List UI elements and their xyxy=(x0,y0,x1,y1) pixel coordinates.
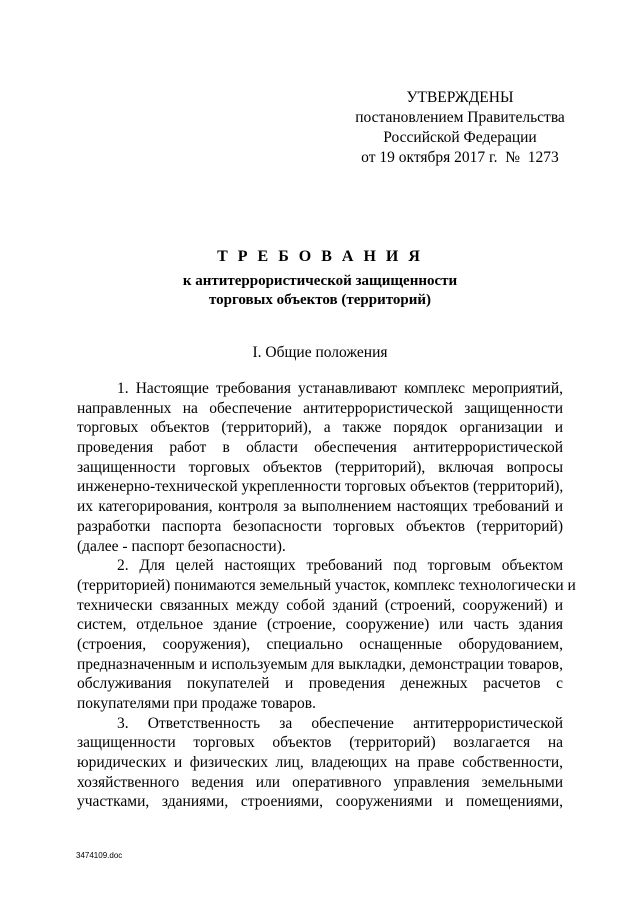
footer-filename: 3474109.doc xyxy=(76,851,123,860)
approval-line: постановлением Правительства xyxy=(355,109,565,126)
text-line: систем, отдельное здание (строение, сооружение) или часть здания xyxy=(77,616,563,634)
paragraph xyxy=(77,714,563,812)
text-line: (далее - паспорт безопасности). xyxy=(77,537,286,555)
section-heading: I. Общие положения xyxy=(252,344,388,361)
text-line: защищенности торговых объектов (территорий) возлагается на xyxy=(77,734,563,752)
text-line: (строения, сооружения), специально оснащенные оборудованием, xyxy=(77,635,563,653)
text-line: направленных на обеспечение антитеррористической защищенности xyxy=(77,399,563,417)
text-line: покупателями при продаже товаров. xyxy=(77,695,316,712)
text-line: 1. Настоящие требования устанавливают комплекс мероприятий, xyxy=(117,380,563,397)
text-line: (территорией) понимаются земельный участок, комплекс технологически и xyxy=(77,576,576,594)
text-line: инженерно-технической укрепленности торговых объектов (территорий), xyxy=(77,478,564,496)
text-line: технически связанных между собой зданий (строений, сооружений) и xyxy=(77,596,563,614)
document-title: Т Р Е Б О В А Н И Я xyxy=(217,248,423,265)
text-line: торговых объектов (территорий), а также порядок организации и xyxy=(77,419,563,437)
document-subtitle xyxy=(100,272,540,310)
subtitle-line: к антитеррористической защищенности xyxy=(182,273,458,289)
document-body xyxy=(77,379,576,812)
text-line: участками, зданиями, строениями, сооружениями и помещениями, xyxy=(77,793,563,811)
text-line: защищенности торговых объектов (территорий), включая вопросы xyxy=(77,458,563,476)
approval-line: от 19 октября 2017 г. № 1273 xyxy=(361,149,559,166)
text-line: обслуживания покупателей и проведения денежных расчетов с xyxy=(77,675,563,693)
text-line: 2. Для целей настоящих требований под торговым объектом xyxy=(117,557,563,575)
text-line: юридических и физических лиц, владеющих на праве собственности, xyxy=(77,754,563,772)
approval-line: Российской Федерации xyxy=(383,129,537,146)
text-line: проведения работ в области обеспечения антитеррористической xyxy=(77,439,563,457)
text-line: 3. Ответственность за обеспечение антитеррористической xyxy=(117,714,563,732)
subtitle-line: торговых объектов (территорий) xyxy=(208,292,432,308)
text-line: разработки паспорта безопасности торговых объектов (территорий) xyxy=(77,517,563,535)
text-line: хозяйственного ведения или оперативного управления земельными xyxy=(77,773,563,791)
approval-title: УТВЕРЖДЕНЫ xyxy=(406,89,514,106)
text-line: их категорирования, контроля за выполнением настоящих требований и xyxy=(77,498,563,516)
text-line: предназначенным и используемым для выкладки, демонстрации товаров, xyxy=(77,655,563,673)
approval-stamp xyxy=(340,88,580,168)
paragraph xyxy=(77,556,576,714)
paragraph xyxy=(77,379,563,556)
